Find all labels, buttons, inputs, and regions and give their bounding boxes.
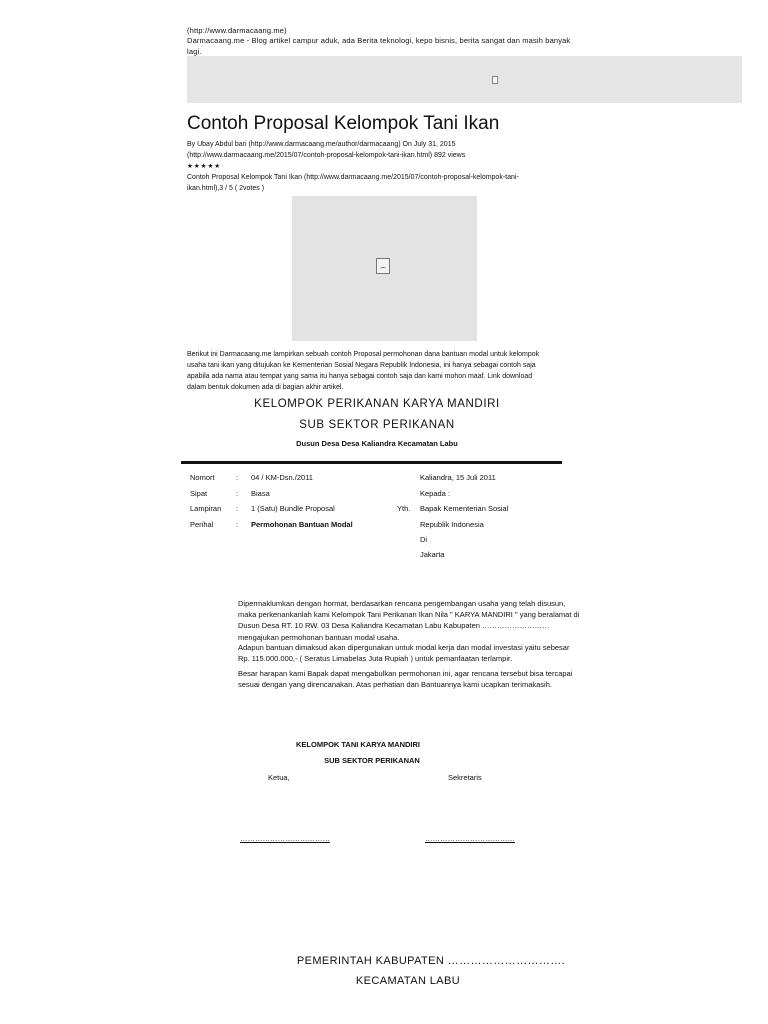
signature-line-sekretaris: ……………………………… — [425, 834, 515, 843]
post-permalink[interactable]: (http://www.darmacaang.me/2015/07/contoh-proposal-kelompok-tani-ikan.html) 892 views — [187, 152, 466, 159]
post-title: Contoh Proposal Kelompok Tani Ikan — [187, 113, 500, 134]
post-meta — [187, 139, 587, 194]
signature-org: KELOMPOK TANI KARYA MANDIRI — [295, 740, 421, 749]
recipient-line: Jakarta — [420, 550, 445, 559]
field-colon: : — [236, 504, 239, 513]
site-tagline: Darmacaang.me - Blog artikel campur aduk, ada Berita teknologi, kepo bisnis, berita sangat dan masih banyak lagi. — [187, 36, 571, 56]
letter-address: Dusun Desa Desa Kaliandra Kecamatan Labu — [296, 439, 458, 448]
recipient-label: Kepada : — [420, 489, 451, 498]
recipient-line: Di — [420, 535, 428, 544]
yth-label: Yth. — [397, 504, 411, 513]
sekretaris-label: Sekretaris — [448, 773, 482, 782]
ketua-label: Ketua, — [268, 773, 290, 782]
field-value: 04 / KM-Dsn./2011 — [251, 473, 313, 482]
letter-paragraph: Besar harapan kami Bapak dapat mengabulkan permohonan ini, agar rencana tersebut bisa tercapai sesuai dengan yang direncanakan. Atas perhatian dan Bantuannya kami ucapkan terimakasih. — [238, 669, 573, 690]
signature-sector: SUB SEKTOR PERIKANAN — [324, 756, 420, 765]
recipient-line: Bapak Kementerian Sosial — [420, 504, 509, 513]
banner-ad-placeholder[interactable] — [187, 56, 742, 103]
rating-votes: ikan.html),3 / 5 ( 2votes ) — [187, 185, 265, 192]
field-colon: : — [236, 473, 239, 482]
letter-paragraph: Dipermaklumkan dengan hormat, berdasarkan rencana pengembangan usaha yang telah disusun, maka perkenankanlah kami Kelompok Tani Perikanan Ikan Nila " KARYA MANDIRI " yang beralamat di Dusun Desa RT. 10 RW. 03 Desa Kaliandra Kecamatan Labu Kabupaten ……………………… mengajukan permohonan bantuan modal usaha. — [238, 599, 580, 642]
district-heading: KECAMATAN LABU — [355, 975, 461, 987]
letter-org-name: KELOMPOK PERIKANAN KARYA MANDIRI — [254, 398, 500, 410]
rating-stars[interactable]: ★★★★★ — [187, 163, 222, 170]
letter-sector: SUB SEKTOR PERIKANAN — [299, 419, 455, 431]
rating-text: Contoh Proposal Kelompok Tani Ikan (http://www.darmacaang.me/2015/07/contoh-proposal-kelompok-tani- — [187, 174, 519, 181]
site-url-link[interactable]: (http://www.darmacaang.me) — [187, 26, 287, 35]
field-colon: : — [236, 520, 239, 529]
field-value: Permohonan Bantuan Modal — [251, 520, 353, 529]
field-value: Biasa — [251, 489, 270, 498]
letterhead-divider — [181, 461, 562, 464]
letter-paragraph: Adapun bantuan dimaksud akan dipergunakan untuk modal kerja dan modal investasi yaitu sebesar Rp. 115.000.000,- ( Seratus Limabelas Juta Rupiah ) untuk pemanfaatan terlampir. — [238, 643, 570, 664]
field-label: Sipat — [190, 489, 208, 498]
field-label: Lampiran — [190, 504, 222, 513]
signature-line-ketua: ……………………………… — [240, 834, 330, 843]
intro-paragraph: Berikut ini Darmacaang.me lampirkan sebuah contoh Proposal permohonan dana bantuan modal untuk kelompok usaha tani ikan yang ditujukan ke Kementerian Sosial Negara Republik Indonesia, ini hanya sebagai contoh saja apabila ada nama atau tempat yang sama itu hanya sebagai contoh saja dan kami mohon maaf. Link download dalam bentuk dokumen ada di bagian akhir artikel. — [187, 351, 540, 391]
broken-image-icon — [376, 258, 390, 274]
letter-date: Kaliandra, 15 Juli 2011 — [420, 473, 496, 482]
government-heading: PEMERINTAH KABUPATEN …………………………. — [296, 955, 566, 967]
field-label: Nomort — [190, 473, 215, 482]
field-colon: : — [236, 489, 239, 498]
field-value: 1 (Satu) Bundle Proposal — [251, 504, 335, 513]
broken-image-icon — [492, 76, 498, 84]
post-image-placeholder — [292, 196, 477, 341]
author-link[interactable]: By Ubay Abdul bari (http://www.darmacaang.me/author/darmacaang) On July 31, 2015 — [187, 141, 456, 148]
field-label: Perihal — [190, 520, 214, 529]
recipient-line: Republik Indonesia — [420, 520, 484, 529]
